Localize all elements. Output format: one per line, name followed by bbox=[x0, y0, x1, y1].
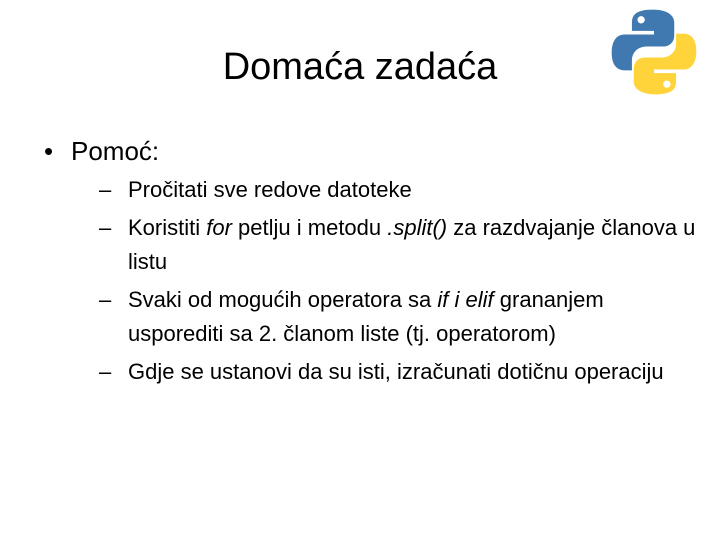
sub-bullet-code-term: .split() bbox=[387, 215, 448, 240]
bullet-marker: • bbox=[44, 136, 54, 166]
sub-bullet-text: petlju i metodu bbox=[231, 215, 388, 240]
bullet-item-pomoc bbox=[44, 132, 684, 170]
sub-bullet-marker: – bbox=[99, 287, 112, 312]
sub-bullet-text: Svaki od mogućih operatora sa bbox=[128, 287, 438, 312]
bullet-text: Pomoć: bbox=[71, 136, 160, 166]
sub-bullet-item bbox=[99, 173, 699, 207]
python-logo-icon bbox=[608, 6, 700, 98]
sub-bullet-marker: – bbox=[99, 177, 112, 202]
sub-bullet-list bbox=[99, 173, 699, 393]
sub-bullet-item bbox=[99, 211, 699, 279]
sub-bullet-text: Koristiti bbox=[128, 215, 207, 240]
sub-bullet-marker: – bbox=[99, 359, 112, 384]
sub-bullet-marker: – bbox=[99, 215, 112, 240]
slide-title: Domaća zadaća bbox=[222, 46, 498, 88]
sub-bullet-code-term: for bbox=[206, 215, 232, 240]
sub-bullet-item bbox=[99, 355, 699, 389]
bullet-list bbox=[44, 132, 684, 178]
sub-bullet-code-term: if i elif bbox=[437, 287, 494, 312]
sub-bullet-text: za razdvajanje članova u listu bbox=[128, 215, 696, 274]
sub-bullet-text: grananjem usporediti sa 2. članom liste (tj. operatorom) bbox=[128, 287, 604, 346]
sub-bullet-item bbox=[99, 283, 699, 351]
sub-bullet-text: Pročitati sve redove datoteke bbox=[128, 177, 412, 202]
sub-bullet-text: Gdje se ustanovi da su isti, izračunati dotičnu operaciju bbox=[128, 359, 664, 384]
